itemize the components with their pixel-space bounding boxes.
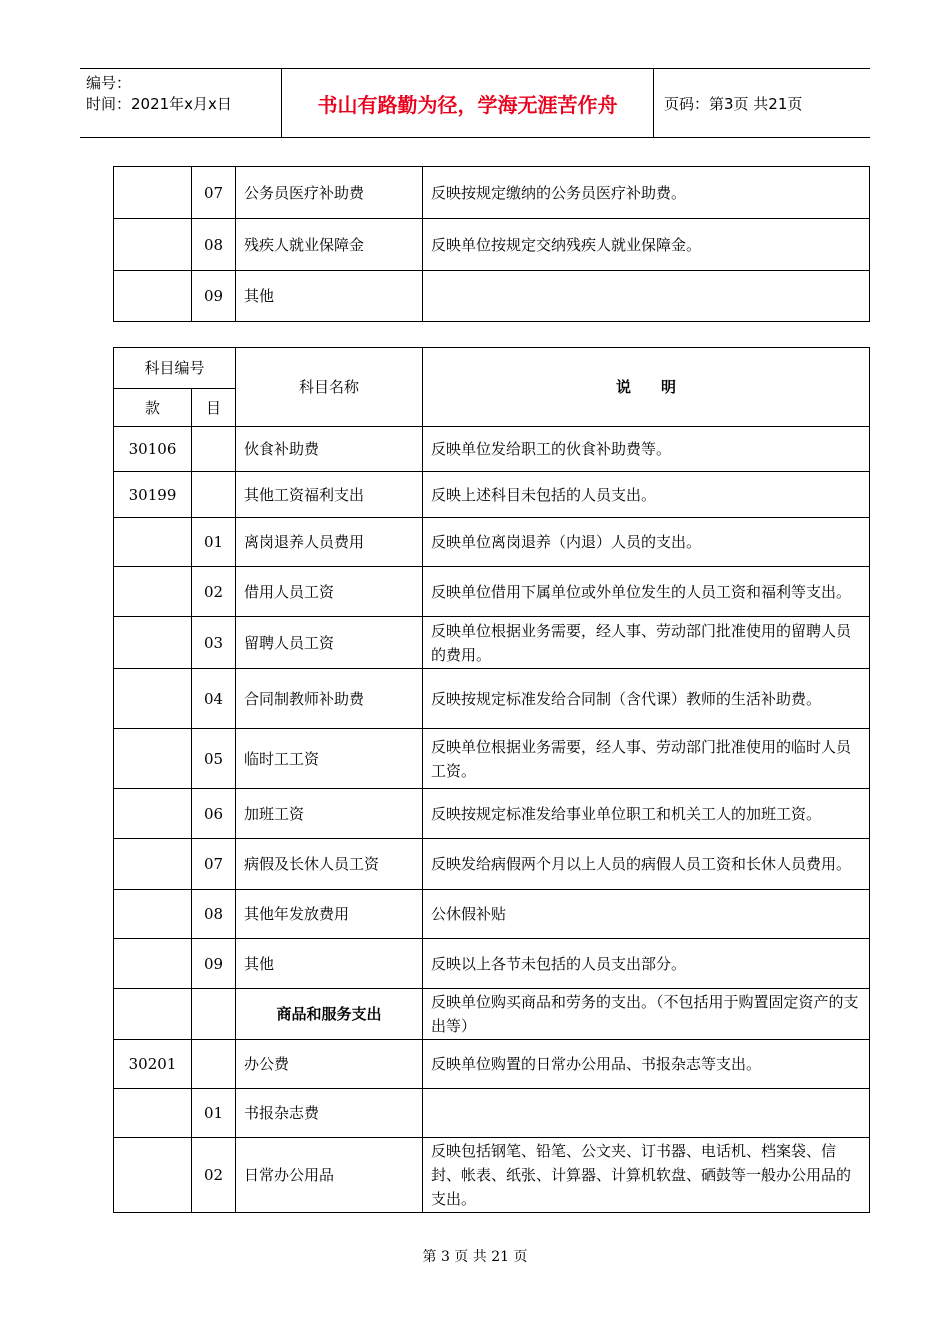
header-number: 编号： <box>86 74 132 92</box>
cell-kuan <box>114 839 192 890</box>
cell-name: 伙食补助费 <box>236 427 423 472</box>
table-head-row <box>114 348 870 389</box>
table-row <box>114 989 870 1040</box>
cell-mu <box>192 1040 236 1089</box>
head-name: 科目名称 <box>236 348 423 427</box>
cell-desc: 反映上述科目未包括的人员支出。 <box>423 472 870 518</box>
header-info <box>80 69 282 137</box>
table-row <box>114 219 870 271</box>
cell-kuan <box>114 1089 192 1138</box>
cell-desc: 反映单位购置的日常办公用品、书报杂志等支出。 <box>423 1040 870 1089</box>
cell-mu <box>192 472 236 518</box>
table-continued <box>113 166 870 322</box>
header-date: 时间：2021年x月x日 <box>86 95 232 113</box>
cell-kuan <box>114 167 192 219</box>
cell-kuan <box>114 271 192 322</box>
cell-mu: 01 <box>192 518 236 567</box>
cell-desc: 反映单位离岗退养（内退）人员的支出。 <box>423 518 870 567</box>
head-mu: 目 <box>192 389 236 427</box>
table-row <box>114 472 870 518</box>
table-row <box>114 167 870 219</box>
cell-desc: 反映以上各节未包括的人员支出部分。 <box>423 939 870 989</box>
table-row <box>114 939 870 989</box>
cell-name: 其他 <box>236 271 423 322</box>
header-page-number: 页码：第3页 共21页 <box>664 94 803 113</box>
page-footer: 第 3 页 共 21 页 <box>422 1249 528 1265</box>
header-motto: 书山有路勤为径，学海无涯苦作舟 <box>282 69 654 137</box>
cell-mu <box>192 427 236 472</box>
cell-mu <box>192 989 236 1040</box>
cell-kuan <box>114 1138 192 1213</box>
cell-desc: 反映包括钢笔、铅笔、公文夹、订书器、电话机、档案袋、信封、帐表、纸张、计算器、计算机软盘、硒鼓等一般办公用品的支出。 <box>423 1138 870 1213</box>
cell-desc: 反映发给病假两个月以上人员的病假人员工资和长休人员费用。 <box>423 839 870 890</box>
cell-kuan: 30201 <box>114 1040 192 1089</box>
table-row <box>114 890 870 939</box>
cell-name: 办公费 <box>236 1040 423 1089</box>
cell-mu: 02 <box>192 1138 236 1213</box>
cell-name: 其他 <box>236 939 423 989</box>
cell-name: 日常办公用品 <box>236 1138 423 1213</box>
cell-desc: 反映单位借用下属单位或外单位发生的人员工资和福利等支出。 <box>423 567 870 617</box>
cell-kuan <box>114 890 192 939</box>
cell-kuan <box>114 729 192 789</box>
table-row <box>114 1040 870 1089</box>
cell-name: 书报杂志费 <box>236 1089 423 1138</box>
cell-desc: 反映单位根据业务需要，经人事、劳动部门批准使用的留聘人员的费用。 <box>423 617 870 669</box>
cell-kuan <box>114 567 192 617</box>
cell-mu: 03 <box>192 617 236 669</box>
cell-mu: 06 <box>192 789 236 839</box>
cell-mu: 04 <box>192 669 236 729</box>
table-row <box>114 427 870 472</box>
cell-desc <box>423 1089 870 1138</box>
cell-name: 临时工工资 <box>236 729 423 789</box>
page-header <box>80 68 870 138</box>
cell-mu: 09 <box>192 271 236 322</box>
table-row <box>114 839 870 890</box>
cell-kuan <box>114 617 192 669</box>
cell-mu: 02 <box>192 567 236 617</box>
cell-kuan <box>114 219 192 271</box>
cell-desc: 反映单位购买商品和劳务的支出。（不包括用于购置固定资产的支出等） <box>423 989 870 1040</box>
cell-desc: 反映单位按规定交纳残疾人就业保障金。 <box>423 219 870 271</box>
table-row <box>114 729 870 789</box>
cell-kuan <box>114 669 192 729</box>
table-subjects <box>113 347 870 1213</box>
cell-mu: 08 <box>192 219 236 271</box>
cell-desc: 反映按规定标准发给合同制（含代课）教师的生活补助费。 <box>423 669 870 729</box>
cell-desc: 反映单位发给职工的伙食补助费等。 <box>423 427 870 472</box>
cell-kuan <box>114 939 192 989</box>
cell-mu: 09 <box>192 939 236 989</box>
cell-mu: 01 <box>192 1089 236 1138</box>
head-desc: 说 明 <box>423 348 870 427</box>
cell-name: 加班工资 <box>236 789 423 839</box>
cell-name: 离岗退养人员费用 <box>236 518 423 567</box>
cell-kuan <box>114 518 192 567</box>
table-row <box>114 1138 870 1213</box>
head-code: 科目编号 <box>114 348 236 389</box>
cell-name: 借用人员工资 <box>236 567 423 617</box>
cell-desc: 反映按规定缴纳的公务员医疗补助费。 <box>423 167 870 219</box>
head-kuan: 款 <box>114 389 192 427</box>
cell-desc <box>423 271 870 322</box>
cell-desc: 反映单位根据业务需要，经人事、劳动部门批准使用的临时人员工资。 <box>423 729 870 789</box>
cell-desc: 公休假补贴 <box>423 890 870 939</box>
cell-name: 留聘人员工资 <box>236 617 423 669</box>
table-row <box>114 518 870 567</box>
table-row <box>114 789 870 839</box>
cell-kuan <box>114 789 192 839</box>
table-row <box>114 1089 870 1138</box>
cell-name: 其他年发放费用 <box>236 890 423 939</box>
cell-name: 商品和服务支出 <box>236 989 423 1040</box>
cell-mu: 07 <box>192 839 236 890</box>
table-row <box>114 617 870 669</box>
table-row <box>114 669 870 729</box>
cell-mu: 07 <box>192 167 236 219</box>
cell-kuan: 30106 <box>114 427 192 472</box>
table-row <box>114 271 870 322</box>
cell-desc: 反映按规定标准发给事业单位职工和机关工人的加班工资。 <box>423 789 870 839</box>
cell-kuan: 30199 <box>114 472 192 518</box>
cell-kuan <box>114 989 192 1040</box>
cell-name: 残疾人就业保障金 <box>236 219 423 271</box>
cell-name: 病假及长休人员工资 <box>236 839 423 890</box>
cell-mu: 05 <box>192 729 236 789</box>
cell-mu: 08 <box>192 890 236 939</box>
cell-name: 合同制教师补助费 <box>236 669 423 729</box>
table-row <box>114 567 870 617</box>
cell-name: 公务员医疗补助费 <box>236 167 423 219</box>
cell-name: 其他工资福利支出 <box>236 472 423 518</box>
